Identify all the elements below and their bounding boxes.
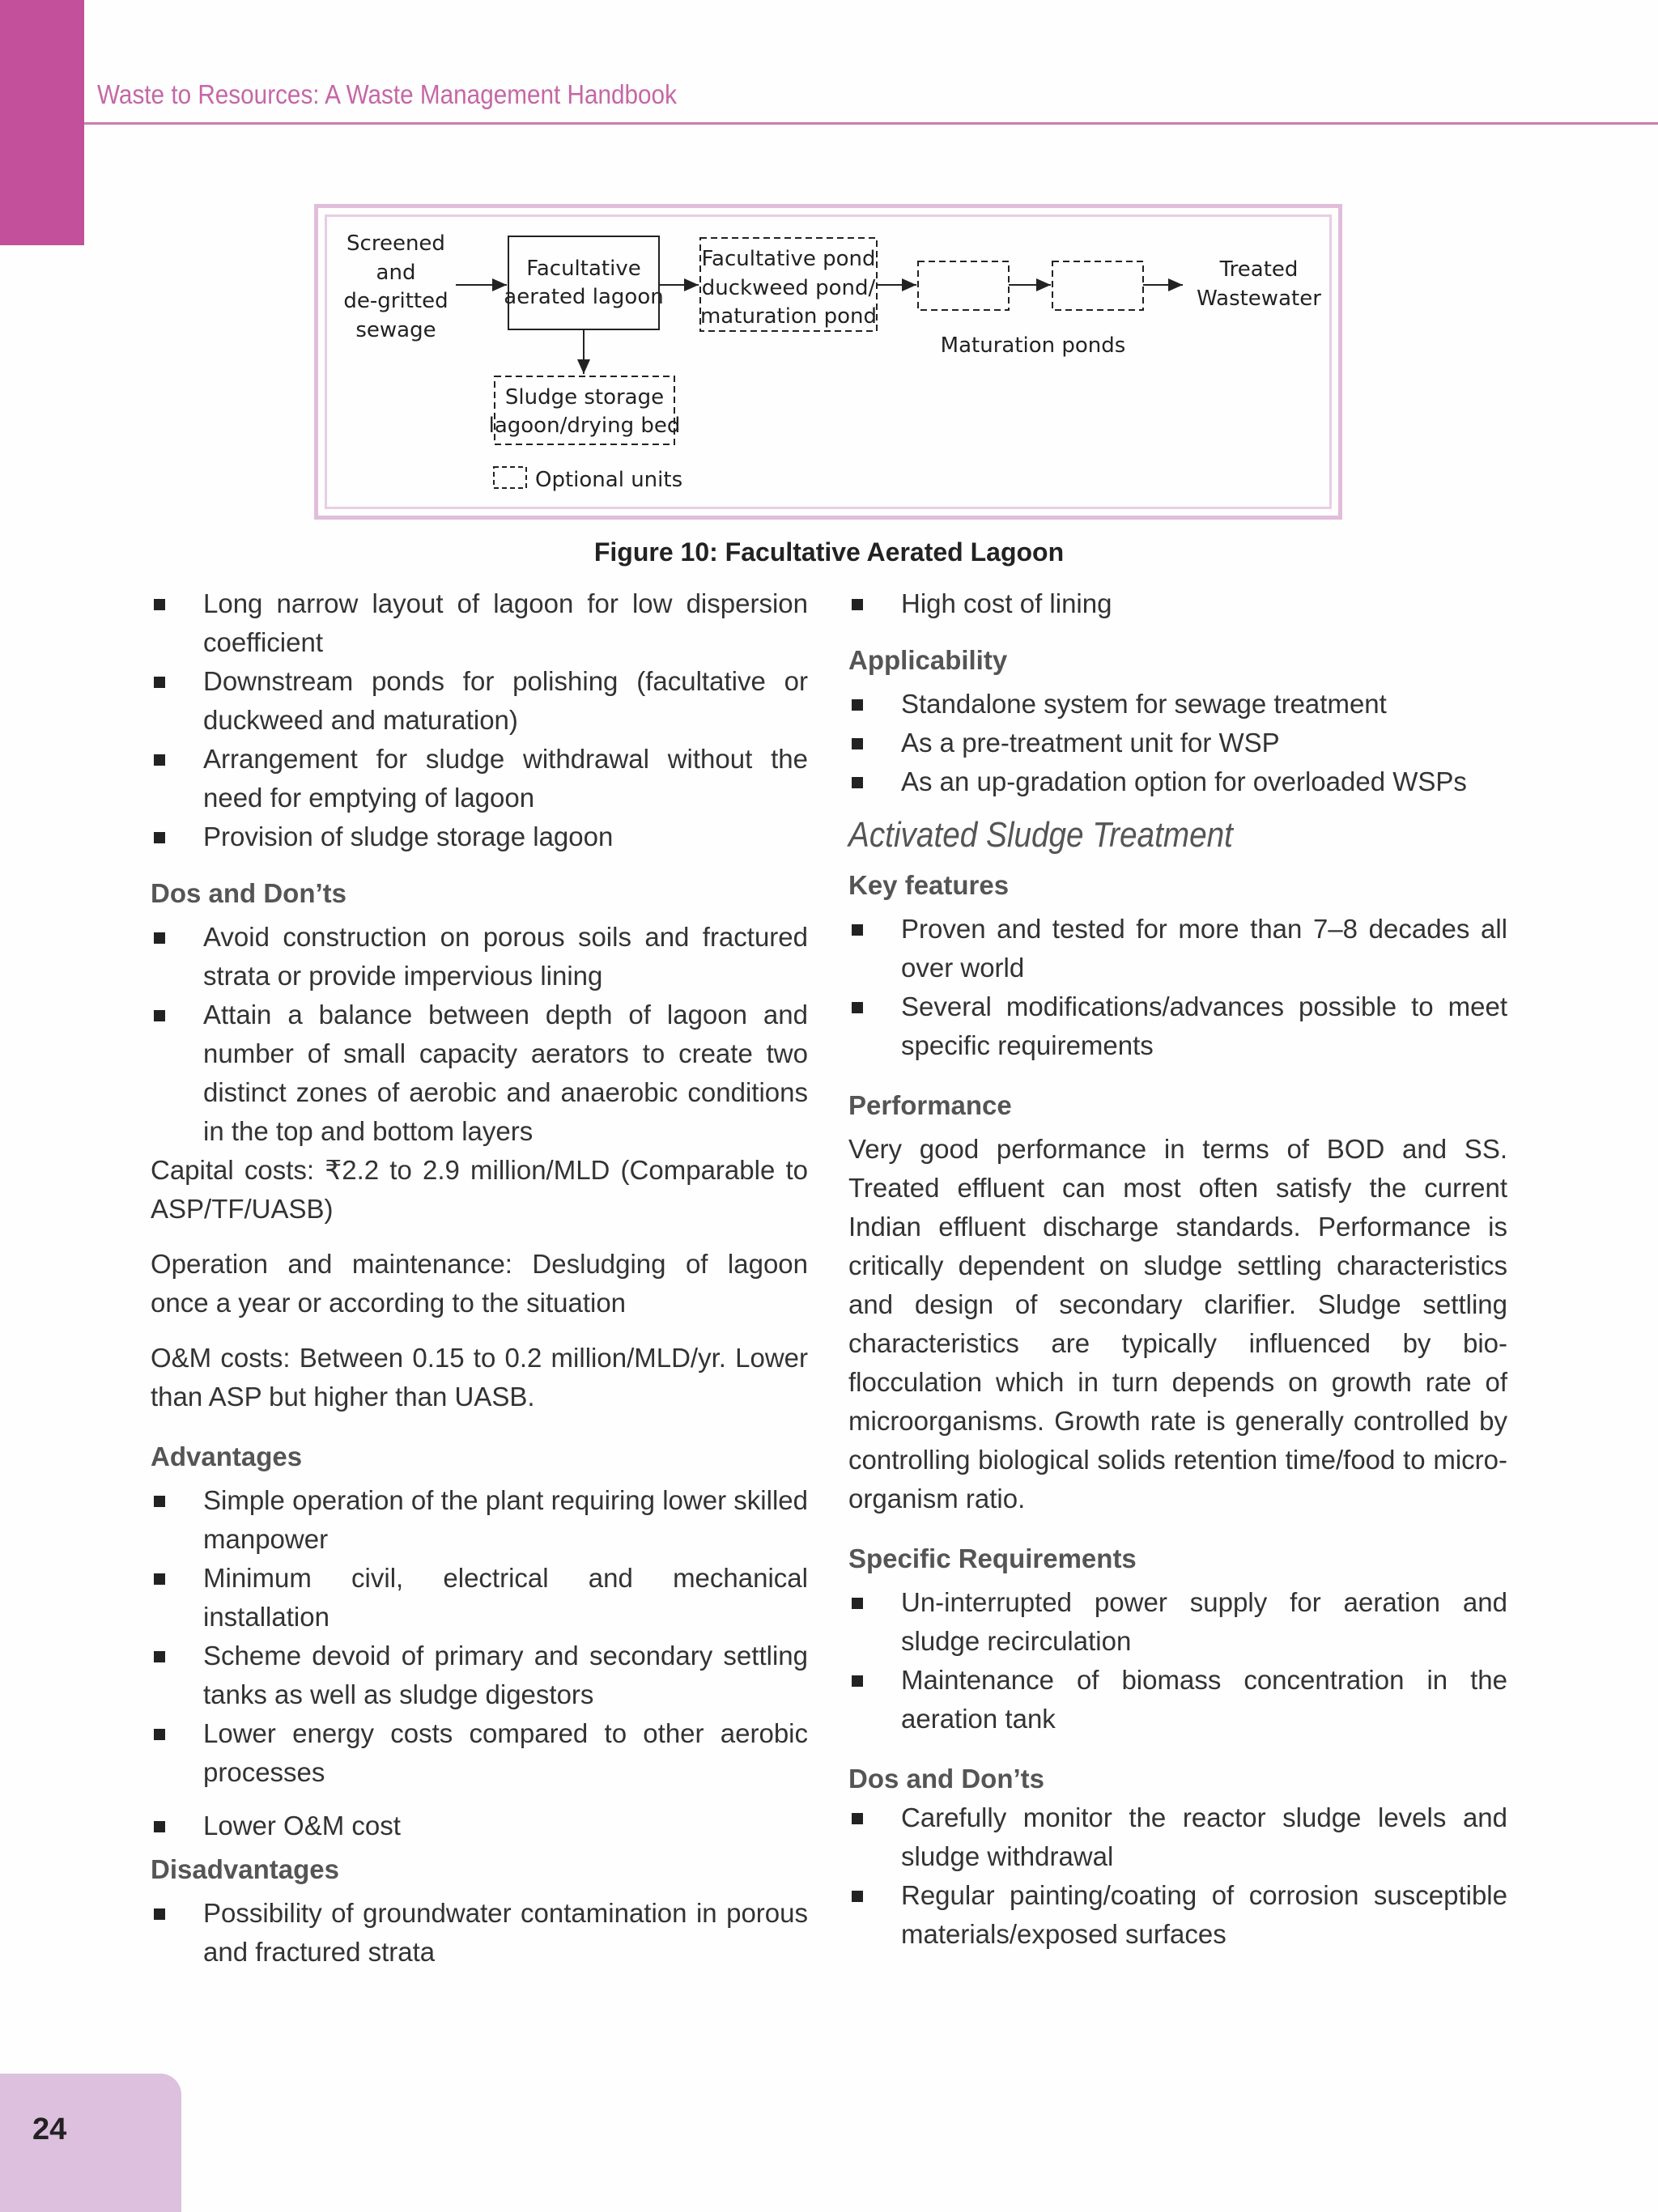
list-item: Attain a balance between depth of lagoon and number of small capacity aerators to create two distinct zones of aerobic and anaerobic conditions in the top and bottom layers: [151, 996, 808, 1151]
operation-maintenance: Operation and maintenance: Desludging of lagoon once a year or according to the situation: [151, 1249, 808, 1318]
list-item: Maintenance of biomass concentration in the aeration tank: [848, 1661, 1507, 1739]
capital-costs: Capital costs: ₹2.2 to 2.9 million/MLD (Comparable to ASP/TF/UASB): [151, 1155, 808, 1224]
list-item: Downstream ponds for polishing (facultative or duckweed and maturation): [151, 662, 808, 740]
advantages-list-extra: [151, 1807, 808, 1845]
running-header: Waste to Resources: A Waste Management Handbook: [97, 79, 677, 109]
features-list: [151, 584, 808, 856]
applicability-list: [848, 685, 1507, 801]
applicability-heading: Applicability: [848, 645, 1008, 675]
flow-diagram: [318, 208, 1338, 516]
dos-heading-right: Dos and Don’ts: [848, 1764, 1045, 1794]
om-costs: O&M costs: Between 0.15 to 0.2 million/MLD/yr. Lower than ASP but higher than UASB.: [151, 1343, 808, 1412]
header-accent-bar: [0, 0, 84, 245]
list-item: Avoid construction on porous soils and fractured strata or provide impervious lining: [151, 918, 808, 996]
list-item: Regular painting/coating of corrosion susceptible materials/exposed surfaces: [848, 1876, 1507, 1954]
list-item: Several modifications/advances possible to meet specific requirements: [848, 987, 1507, 1065]
list-item: Simple operation of the plant requiring lower skilled manpower: [151, 1481, 808, 1559]
disadvantages-list: [151, 1894, 808, 1972]
list-item: Long narrow layout of lagoon for low dispersion coefficient: [151, 584, 808, 662]
specific-requirements-list: [848, 1583, 1507, 1739]
list-item: High cost of lining: [848, 584, 1507, 623]
advantages-heading: Advantages: [151, 1441, 303, 1471]
list-item: Provision of sludge storage lagoon: [151, 817, 808, 856]
list-item: Standalone system for sewage treatment: [848, 685, 1507, 724]
key-features-heading: Key features: [848, 870, 1010, 900]
list-item: Proven and tested for more than 7–8 decades all over world: [848, 910, 1507, 987]
list-item: Lower O&M cost: [151, 1807, 808, 1845]
lagoon-label-line: aerated lagoon: [504, 285, 664, 309]
disadvantages-heading: Disadvantages: [151, 1854, 339, 1884]
list-item: Minimum civil, electrical and mechanical installation: [151, 1559, 808, 1637]
output-label-line: Treated: [1219, 257, 1299, 282]
disadvantages-list-cont: [848, 584, 1507, 623]
maturation-pond-box: [1052, 261, 1143, 310]
performance-heading: Performance: [848, 1090, 1012, 1120]
list-item: Carefully monitor the reactor sludge levels and sludge withdrawal: [848, 1798, 1507, 1876]
input-label-line: Screened: [346, 231, 445, 256]
maturation-pond-box: [918, 261, 1009, 310]
input-label-line: sewage: [355, 318, 436, 342]
sludge-label-line: Sludge storage: [504, 385, 665, 410]
input-label-line: and: [376, 261, 416, 285]
list-item: Possibility of groundwater contamination in porous and fractured strata: [151, 1894, 808, 1972]
lagoon-box: [508, 236, 659, 329]
section-title: Activated Sludge Treatment: [848, 815, 1233, 855]
list-item: Arrangement for sludge withdrawal without the need for emptying of lagoon: [151, 740, 808, 817]
list-item: As an up-gradation option for overloaded WSPs: [848, 762, 1507, 801]
pond-label-line: Facultative pond: [701, 247, 876, 271]
dos-heading: Dos and Don’ts: [151, 878, 347, 908]
page-number-box: [0, 2074, 181, 2212]
page-number: 24: [32, 2112, 67, 2146]
performance-text: Very good performance in terms of BOD and SS. Treated effluent can most often satisfy the current Indian effluent discharge standards. Performance is critically dependent on sludge settling characteristics and design of secondary clarifier. Sludge settling characteristics are typically influenced by bio-flocculation which in turn depends on growth rate of microorganisms. Growth rate is generally controlled by controlling biological solids retention time/food to micro-organism ratio.: [848, 1134, 1507, 1514]
figure-caption: Figure 10: Facultative Aerated Lagoon: [593, 537, 1065, 567]
key-features-list: [848, 910, 1507, 1065]
dos-list: [151, 918, 808, 1151]
legend-label: Optional units: [535, 468, 683, 492]
input-label-line: de-gritted: [343, 289, 449, 313]
specific-requirements-heading: Specific Requirements: [848, 1543, 1137, 1573]
sludge-label-line: lagoon/drying bed: [488, 414, 681, 438]
left-column: [151, 584, 808, 1972]
dos-list-right: [848, 1798, 1507, 1954]
figure-frame: [314, 204, 1342, 520]
right-column: [848, 584, 1507, 1954]
legend-dashed-swatch: [494, 467, 526, 488]
pond-label-line: maturation pond: [699, 304, 878, 329]
advantages-list: [151, 1481, 808, 1792]
header-rule: [84, 122, 1658, 125]
pond-label-line: duckweed pond/: [701, 276, 876, 300]
list-item: Scheme devoid of primary and secondary settling tanks as well as sludge digestors: [151, 1637, 808, 1714]
list-item: As a pre-treatment unit for WSP: [848, 724, 1507, 762]
maturation-ponds-label: Maturation ponds: [940, 333, 1126, 358]
list-item: Lower energy costs compared to other aerobic processes: [151, 1714, 808, 1792]
list-item: Un-interrupted power supply for aeration and sludge recirculation: [848, 1583, 1507, 1661]
output-label-line: Wastewater: [1197, 287, 1321, 311]
lagoon-label-line: Facultative: [526, 257, 641, 281]
